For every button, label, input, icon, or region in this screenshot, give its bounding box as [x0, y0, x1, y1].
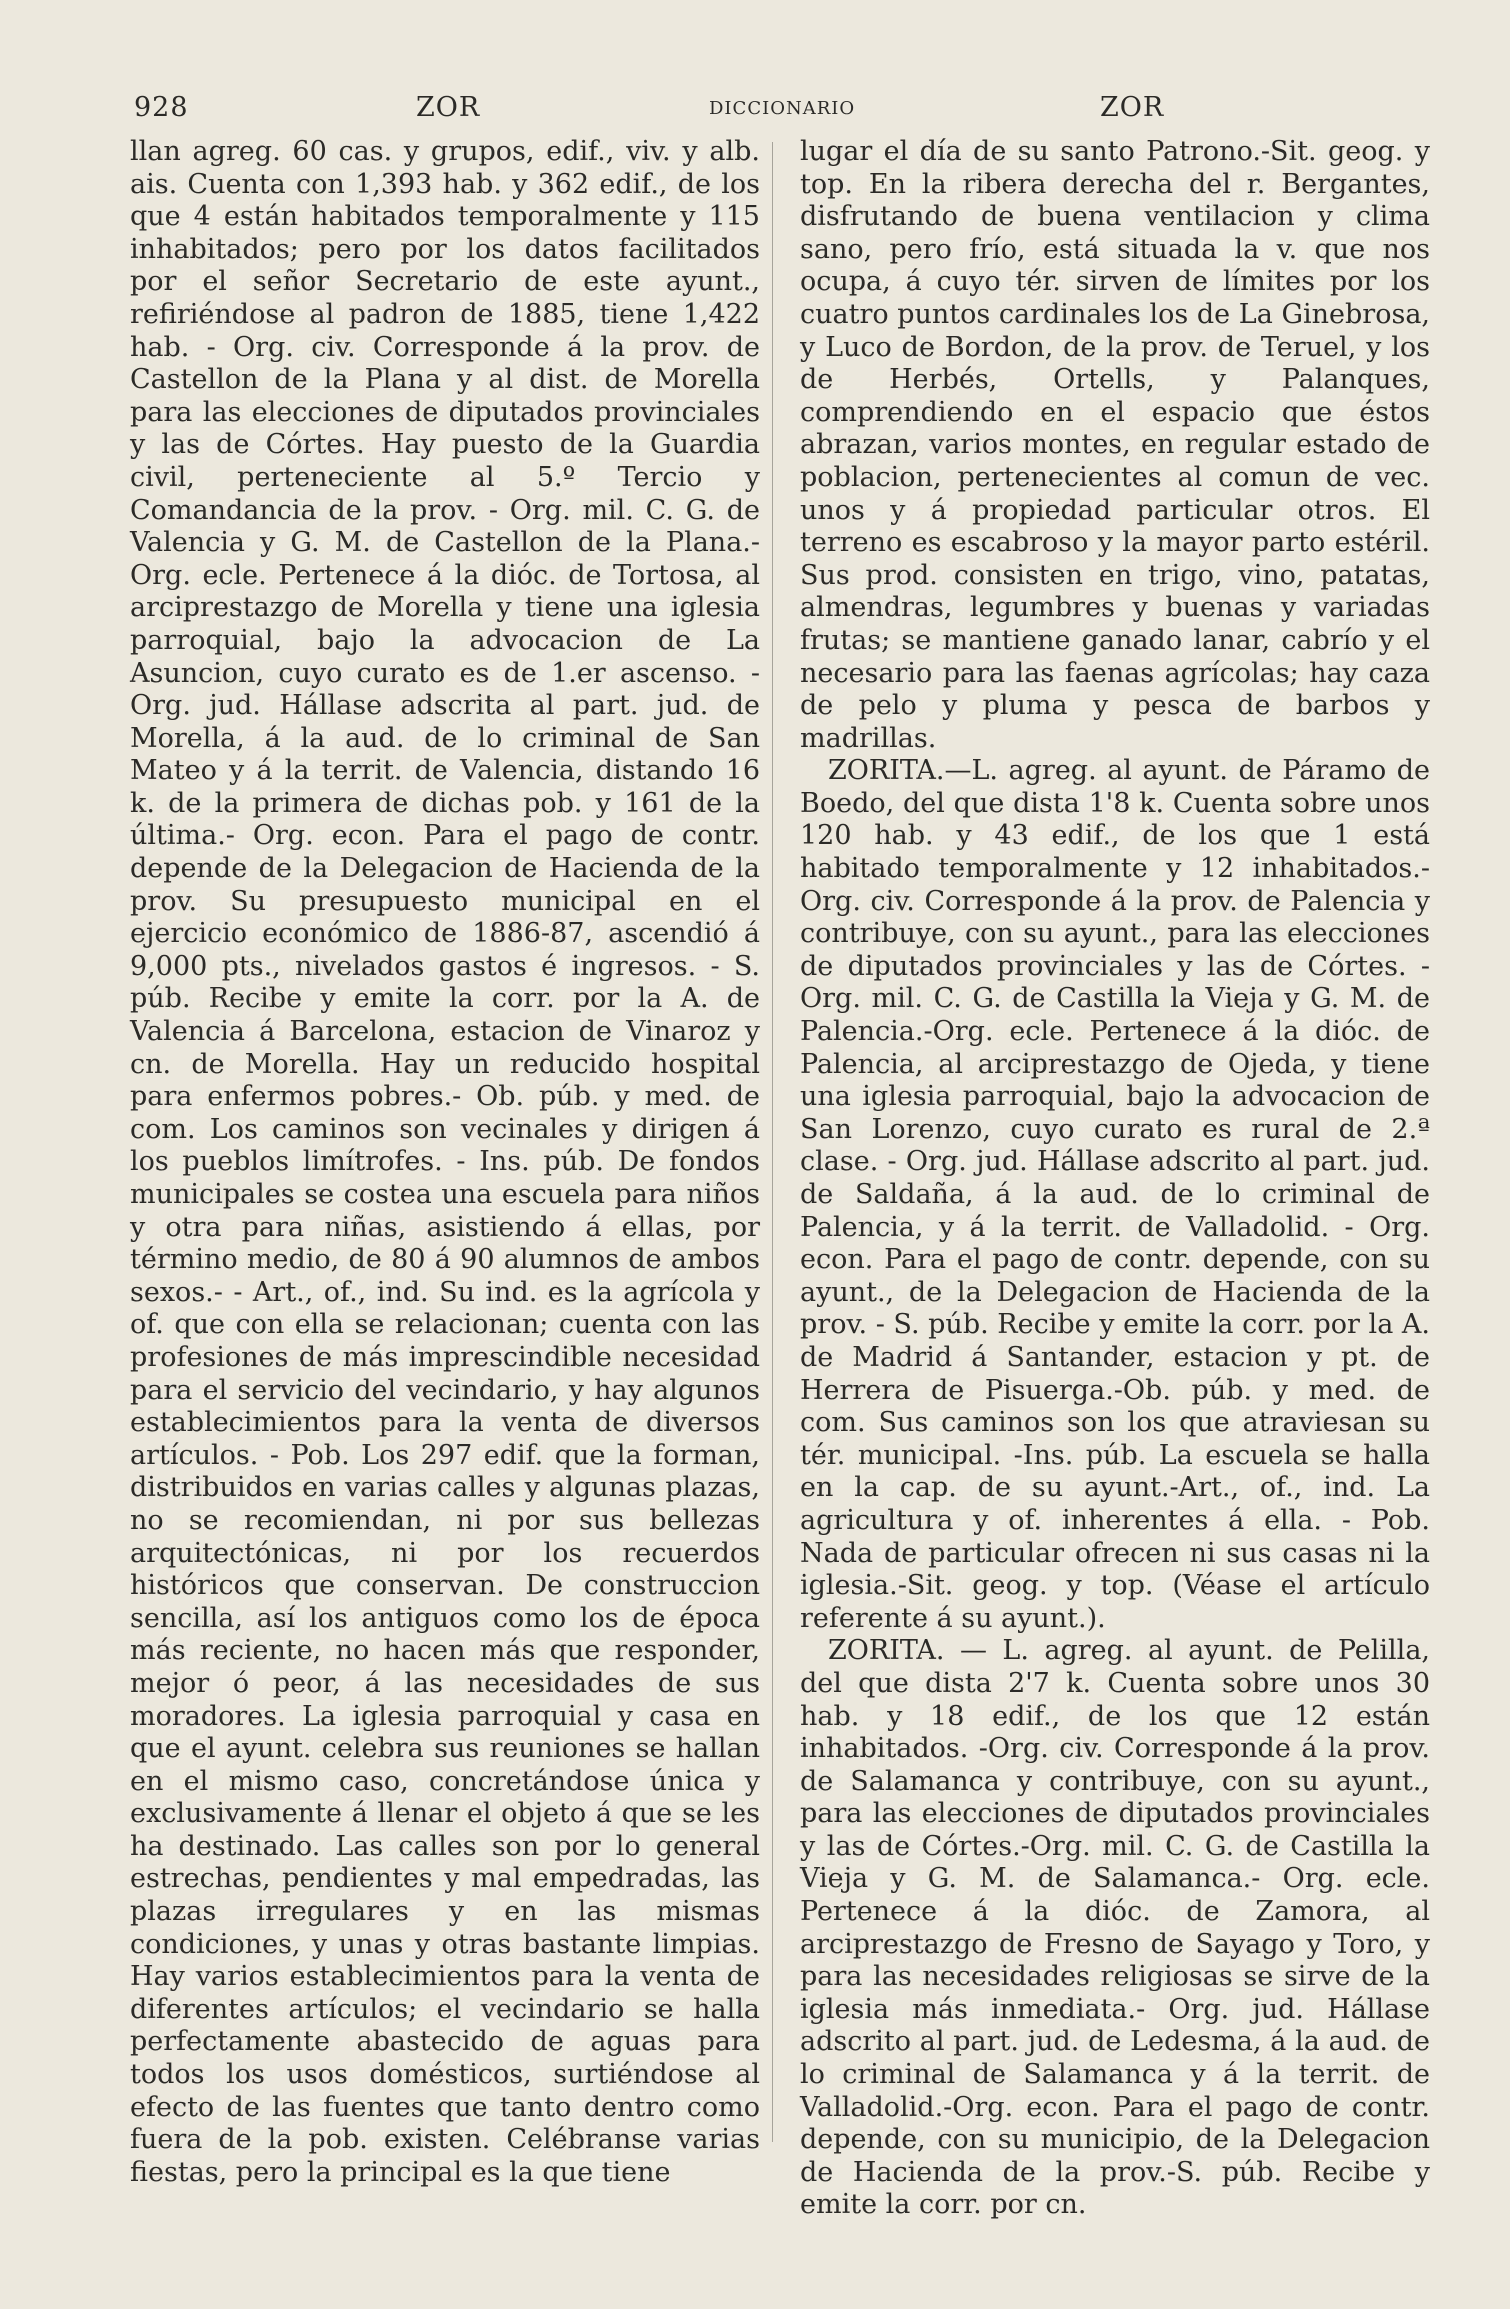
- running-head-right: ZOR: [1100, 92, 1165, 123]
- left-column: [130, 136, 760, 2189]
- entry-zorita-paramo: ZORITA.—L. agreg. al ayunt. de Páramo de Boedo, del que dista 1'8 k. Cuenta sobre unos 120 hab. y 43 edif., de los que 1 está habitado temporalmente y 12 inhabitados.-Org. civ. Corresponde á la prov. de Palencia y contribuye, con su ayunt., para las elecciones de diputados provinciales y las de Córtes. - Org. mil. C. G. de Castilla la Vieja y G. M. de Palencia.-Org. ecle. Pertenece á la dióc. de Palencia, al arciprestazgo de Ojeda, y tiene una iglesia parroquial, bajo la advocacion de San Lorenzo, cuyo curato es rural de 2.ª clase. - Org. jud. Hállase adscrito al part. jud. de Saldaña, á la aud. de lo criminal de Palencia, y á la territ. de Valladolid. - Org. econ. Para el pago de contr. depende, con su ayunt., de la Delegacion de Hacienda de la prov. - S. púb. Recibe y emite la corr. por la A. de Madrid á Santander, estacion y pt. de Herrera de Pisuerga.-Ob. púb. y med. de com. Sus caminos son los que atraviesan su tér. municipal. -Ins. púb. La escuela se halla en la cap. de su ayunt.-Art., of., ind. La agricultura y of. inherentes á ella. - Pob. Nada de particular ofrecen ni sus casas ni la iglesia.-Sit. geog. y top. (Véase el artículo referente á su ayunt.).: [800, 755, 1430, 1634]
- page-header: [134, 92, 1424, 132]
- page-number: 928: [134, 92, 189, 123]
- left-column-paragraph: llan agreg. 60 cas. y grupos, edif., viv. y alb. ais. Cuenta con 1,393 hab. y 362 edif., de los que 4 están habitados temporalmente y 115 inhabitados; pero por los datos facilitados por el señor Secretario de este ayunt., refiriéndose al padron de 1885, tiene 1,422 hab. - Org. civ. Corresponde á la prov. de Castellon de la Plana y al dist. de Morella para las elecciones de diputados provinciales y las de Córtes. Hay puesto de la Guardia civil, perteneciente al 5.º Tercio y Comandancia de la prov. - Org. mil. C. G. de Valencia y G. M. de Castellon de la Plana.-Org. ecle. Pertenece á la dióc. de Tortosa, al arciprestazgo de Morella y tiene una iglesia parroquial, bajo la advocacion de La Asuncion, cuyo curato es de 1.er ascenso. - Org. jud. Hállase adscrita al part. jud. de Morella, á la aud. de lo criminal de San Mateo y á la territ. de Valencia, distando 16 k. de la primera de dichas pob. y 161 de la última.- Org. econ. Para el pago de contr. depende de la Delegacion de Hacienda de la prov. Su presupuesto municipal en el ejercicio económico de 1886-87, ascendió á 9,000 pts., nivelados gastos é ingresos. - S. púb. Recibe y emite la corr. por la A. de Valencia á Barcelona, estacion de Vinaroz y cn. de Morella. Hay un reducido hospital para enfermos pobres.- Ob. púb. y med. de com. Los caminos son vecinales y dirigen á los pueblos limítrofes. - Ins. púb. De fondos municipales se costea una escuela para niños y otra para niñas, asistiendo á ellas, por término medio, de 80 á 90 alumnos de ambos sexos.- - Art., of., ind. Su ind. es la agrícola y of. que con ella se relacionan; cuenta con las profesiones de más imprescindible necesidad para el servicio del vecindario, y hay algunos establecimientos para la venta de diversos artículos. - Pob. Los 297 edif. que la forman, distribuidos en varias calles y algunas plazas, no se recomiendan, ni por sus bellezas arquitectónicas, ni por los recuerdos históricos que conservan. De construccion sencilla, así los antiguos como los de época más reciente, no hacen más que responder, mejor ó peor, á las necesidades de sus moradores. La iglesia parroquial y casa en que el ayunt. celebra sus reuniones se hallan en el mismo caso, concretándose única y exclusivamente á llenar el objeto á que se les ha destinado. Las calles son por lo general estrechas, pendientes y mal empedradas, las plazas irregulares y en las mismas condiciones, y unas y otras bastante limpias. Hay varios establecimientos para la venta de diferentes artículos; el vecindario se halla perfectamente abastecido de aguas para todos los usos domésticos, surtiéndose al efecto de las fuentes que tanto dentro como fuera de la pob. existen. Celébranse varias fiestas, pero la principal es la que tiene: [130, 136, 760, 2188]
- column-divider: [772, 142, 773, 2142]
- right-column: [800, 136, 1430, 2222]
- running-head-center: DICCIONARIO: [709, 98, 856, 119]
- right-column-paragraph-continuation: lugar el día de su santo Patrono.-Sit. geog. y top. En la ribera derecha del r. Bergantes, disfrutando de buena ventilacion y clima sano, pero frío, está situada la v. que nos ocupa, á cuyo tér. sirven de límites por los cuatro puntos cardinales los de La Ginebrosa, y Luco de Bordon, de la prov. de Teruel, y los de Herbés, Ortells, y Palanques, comprendiendo en el espacio que éstos abrazan, varios montes, en regular estado de poblacion, pertenecientes al comun de vec. unos y á propiedad particular otros. El terreno es escabroso y la mayor parto estéril. Sus prod. consisten en trigo, vino, patatas, almendras, legumbres y buenas y variadas frutas; se mantiene ganado lanar, cabrío y el necesario para las faenas agrícolas; hay caza de pelo y pluma y pesca de barbos y madrillas.: [800, 136, 1430, 754]
- entry-zorita-pelilla: ZORITA. — L. agreg. al ayunt. de Pelilla, del que dista 2'7 k. Cuenta sobre unos 30 hab. y 18 edif., de los que 12 están inhabitados. -Org. civ. Corresponde á la prov. de Salamanca y contribuye, con su ayunt., para las elecciones de diputados provinciales y las de Córtes.-Org. mil. C. G. de Castilla la Vieja y G. M. de Salamanca.- Org. ecle. Pertenece á la dióc. de Zamora, al arciprestazgo de Fresno de Sayago y Toro, y para las necesidades religiosas se sirve de la iglesia más inmediata.- Org. jud. Hállase adscrito al part. jud. de Ledesma, á la aud. de lo criminal de Salamanca y á la territ. de Valladolid.-Org. econ. Para el pago de contr. depende, con su municipio, de la Delegacion de Hacienda de la prov.-S. púb. Recibe y emite la corr. por cn.: [800, 1635, 1430, 2221]
- running-head-left: ZOR: [416, 92, 481, 123]
